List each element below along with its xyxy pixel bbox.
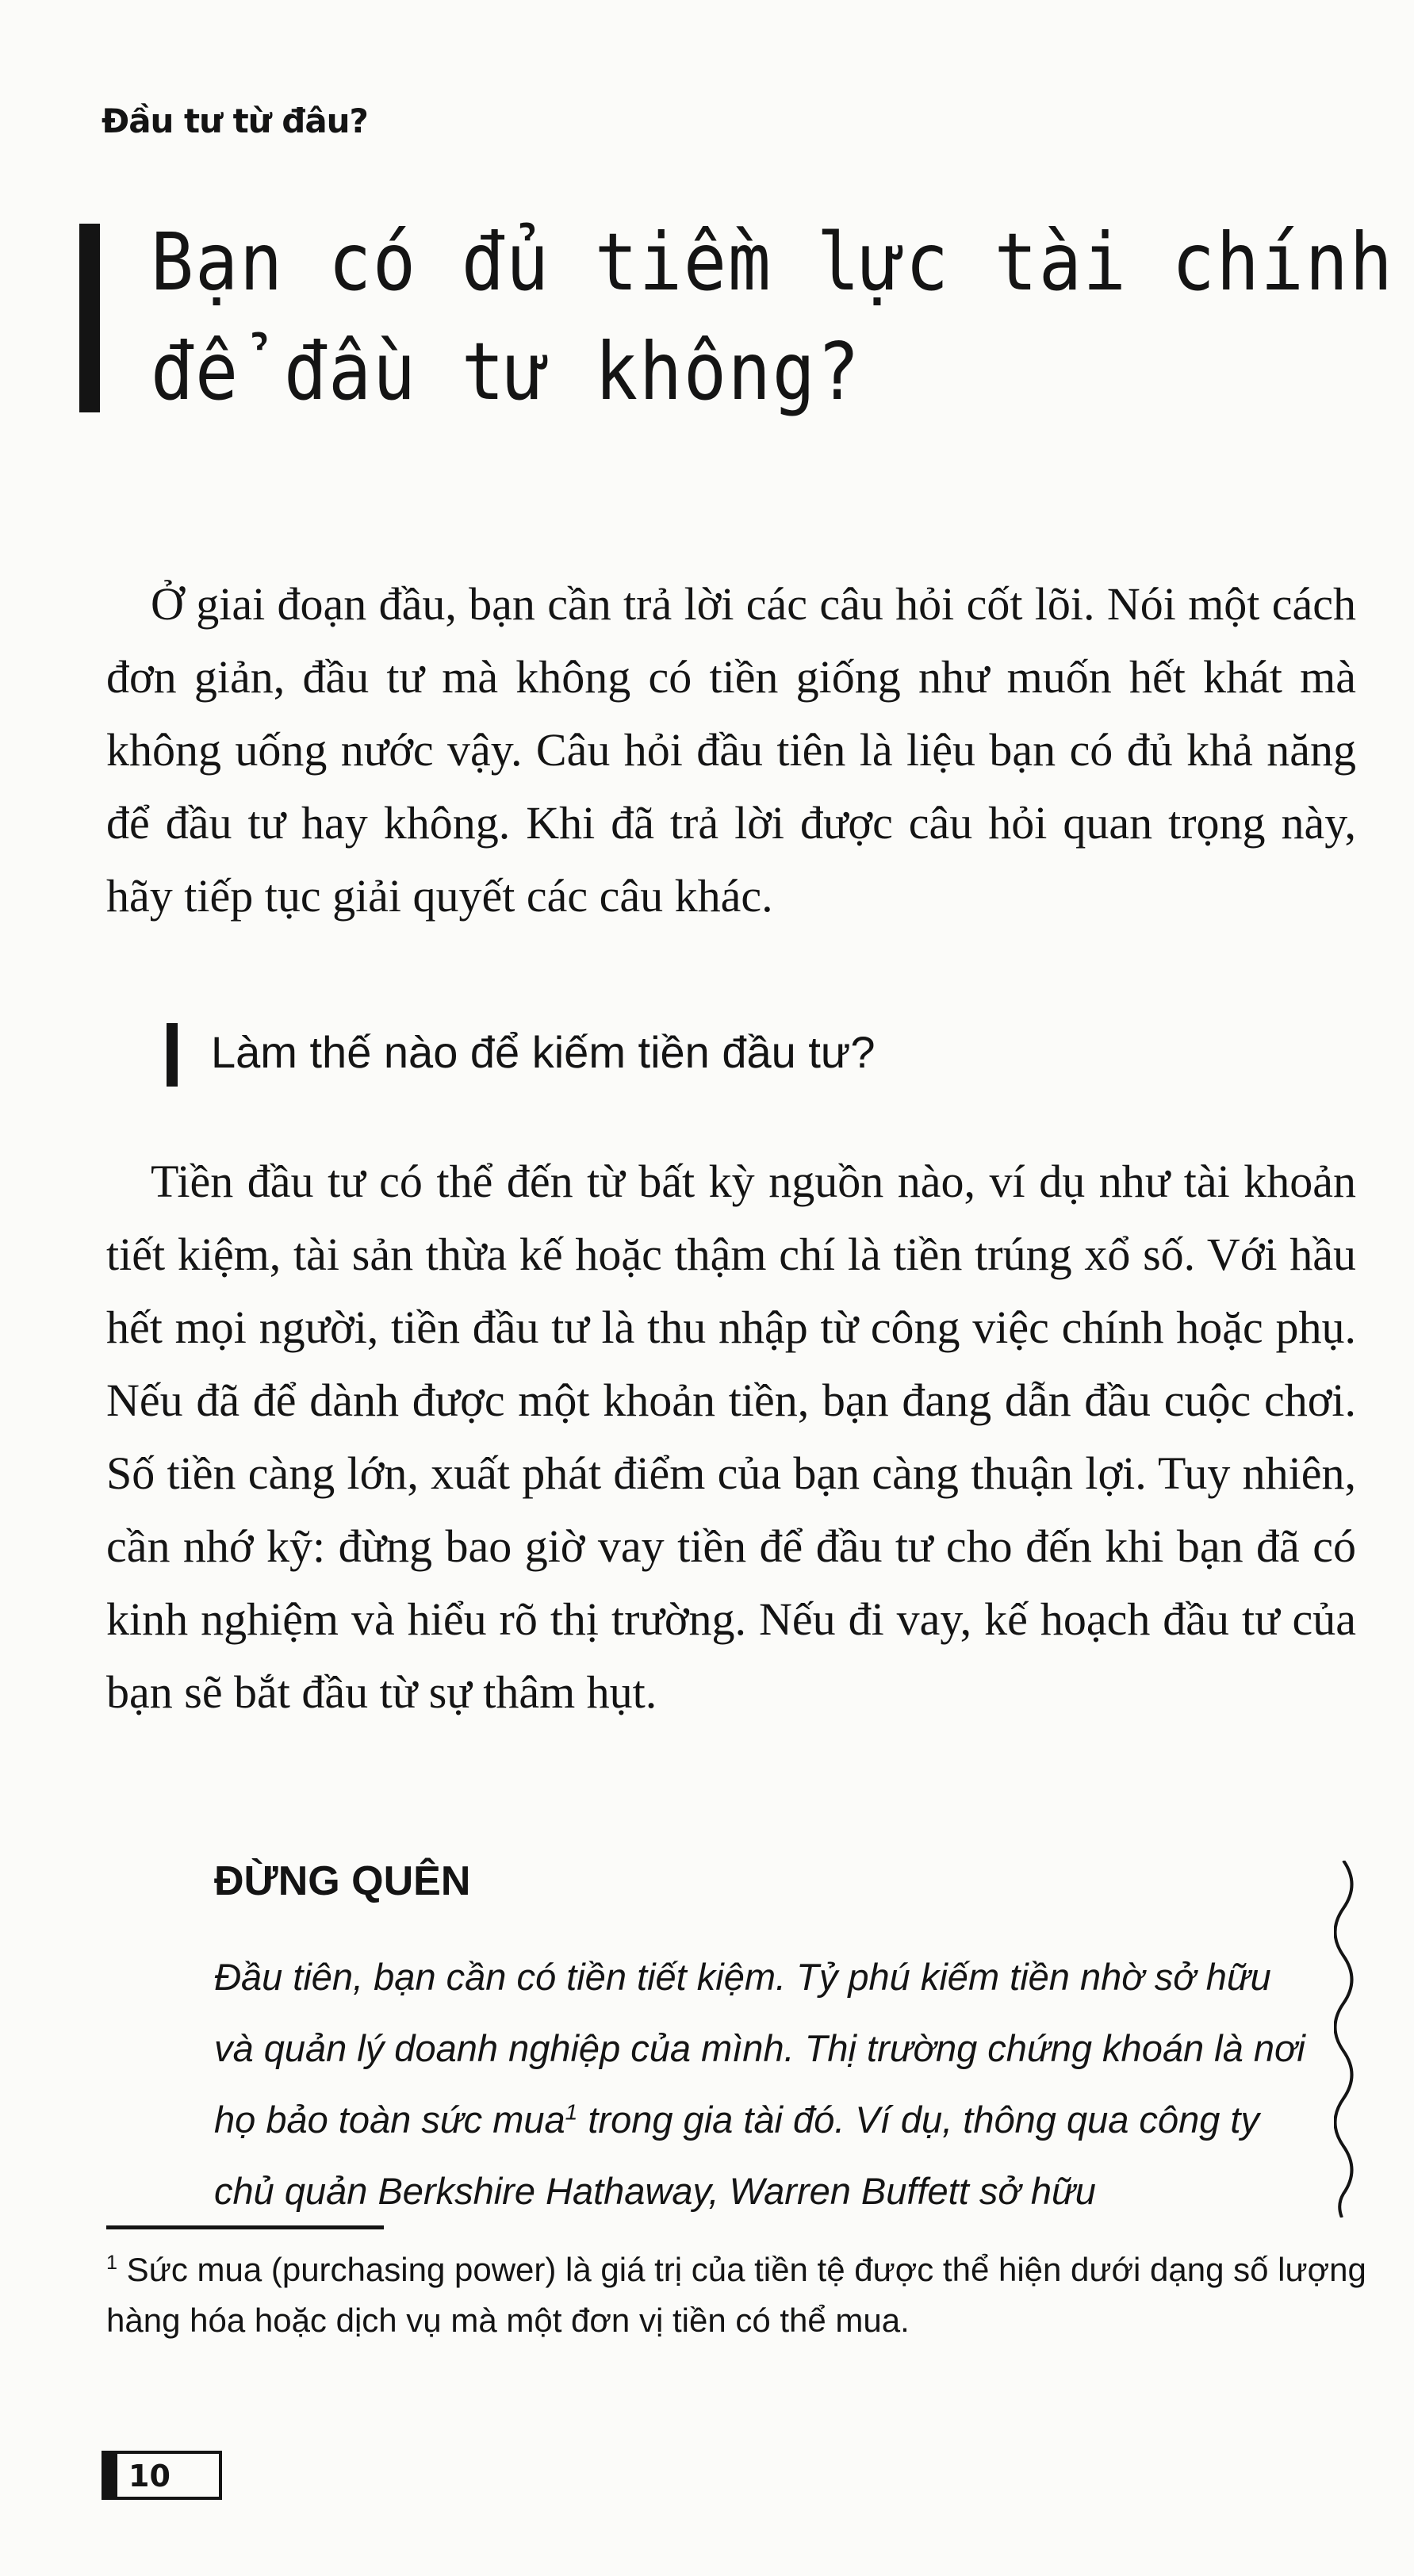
page-number-box: [102, 2451, 222, 2500]
body-paragraph: Tiền đầu tư có thể đến từ bất kỳ nguồn nào, ví dụ như tài khoản tiết kiệm, tài sản thừa kế hoặc thậm chí là tiền trúng xổ số. Với hầu hết mọi người, tiền đầu tư là thu nhập từ công việc chính hoặc phụ. Nếu đã để dành được một khoản tiền, bạn đang dẫn đầu cuộc chơi. Số tiền càng lớn, xuất phát điểm của bạn càng thuận lợi. Tuy nhiên, cần nhớ kỹ: đừng bao giờ vay tiền để đầu tư cho đến khi bạn đã có kinh nghiệm và hiểu rõ thị trường. Nếu đi vay, kế hoạch đầu tư của bạn sẽ bắt đầu từ sự thâm hụt.: [106, 1156, 1356, 1718]
footnote: [106, 2244, 1391, 2346]
chapter-title-line-2: để đầu tư không?: [151, 325, 861, 418]
chapter-title: [151, 208, 1394, 427]
reminder-text-part-2: trong gia tài đó. Ví dụ, thông qua công ty chủ quản Berkshire Hathaway, Warren Buffett sở hữu: [214, 2099, 1259, 2212]
reminder-text: [214, 1942, 1309, 2227]
chapter-title-line-1: Bạn có đủ tiềm lực tài chính: [151, 216, 1394, 309]
footnote-mark: 1: [106, 2252, 118, 2274]
footnote-divider: [106, 2225, 384, 2229]
footnote-reference: 1: [565, 2099, 578, 2125]
wavy-border-decoration: [1334, 1861, 1362, 2218]
reminder-text-part-1: Đầu tiên, bạn cần có tiền tiết kiệm. Tỷ phú kiếm tiền nhờ sở hữu và quản lý doanh nghiệp của mình. Thị trường chứng khoán là nơi họ bảo toàn sức mua: [214, 1956, 1305, 2141]
reminder-title: ĐỪNG QUÊN: [214, 1858, 471, 1904]
section-subheading: Làm thế nào để kiếm tiền đầu tư?: [211, 1027, 876, 1077]
title-accent-bar: [79, 224, 100, 412]
intro-paragraph: Ở giai đoạn đầu, bạn cần trả lời các câu hỏi cốt lõi. Nói một cách đơn giản, đầu tư mà không có tiền giống như muốn hết khát mà không uống nước vậy. Câu hỏi đầu tiên là liệu bạn có đủ khả năng để đầu tư hay không. Khi đã trả lời được câu hỏi quan trọng này, hãy tiếp tục giải quyết các câu khác.: [106, 578, 1356, 922]
subheading-accent-bar: [167, 1023, 178, 1087]
running-head: Đầu tư từ đâu?: [102, 102, 368, 140]
page-number: 10: [128, 2459, 171, 2494]
footnote-text: Sức mua (purchasing power) là giá trị của tiền tệ được thể hiện dưới dạng số lượng hàng hóa hoặc dịch vụ mà một đơn vị tiền có thể mua.: [106, 2251, 1366, 2339]
page-number-marker: [105, 2454, 117, 2497]
